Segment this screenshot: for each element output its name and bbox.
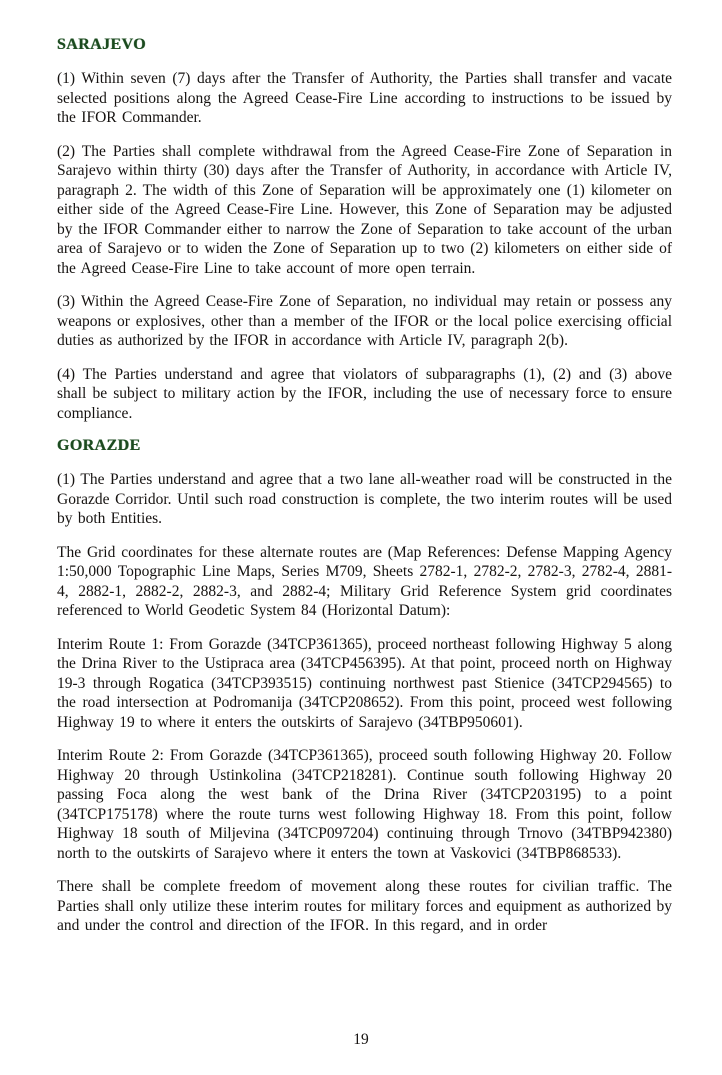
- section-gorazde: [57, 437, 672, 936]
- section-sarajevo: [57, 36, 672, 423]
- sarajevo-paragraph-2: (2) The Parties shall complete withdrawal from the Agreed Cease-Fire Zone of Separation in Sarajevo within thirty (30) days after the Transfer of Authority, in accordance with Article IV, paragraph 2. The width of this Zone of Separation will be approximately one (1) kilometer on either side of the Agreed Cease-Fire Line. However, this Zone of Separation may be adjusted by the IFOR Commander either to narrow the Zone of Separation to take account of the urban area of Sarajevo or to widen the Zone of Separation up to two (2) kilometers on either side of the Agreed Cease-Fire Line to take account of more open terrain.: [57, 142, 672, 277]
- gorazde-paragraph-grid-coordinates: The Grid coordinates for these alternate routes are (Map References: Defense Mapping Agency 1:50,000 Topographic Line Maps, Series M709, Sheets 2782-1, 2782-2, 2782-3, 2782-4, 2881-4, 2882-1, 2882-2, 2882-3, and 2882-4; Military Grid Reference System grid coordinates referenced to World Geodetic System 84 (Horizontal Datum):: [57, 543, 672, 619]
- section-heading-gorazde: GORAZDE: [57, 437, 141, 454]
- sarajevo-paragraph-3: (3) Within the Agreed Cease-Fire Zone of Separation, no individual may retain or possess any weapons or explosives, other than a member of the IFOR or the local police exercising official duties as authorized by the IFOR in accordance with Article IV, paragraph 2(b).: [57, 293, 672, 349]
- gorazde-paragraph-interim-route-1: Interim Route 1: From Gorazde (34TCP361365), proceed northeast following Highway 5 along the Drina River to the Ustipraca area (34TCP456395). At that point, proceed north on Highway 19-3 through Rogatica (34TCP393515) continuing northwest past Stienice (34TCP294565) to the road intersection at Podromanija (34TCP208652). From this point, proceed west following Highway 19 to where it enters the outskirts of Sarajevo (34TBP950601).: [57, 635, 672, 731]
- section-heading-sarajevo: SARAJEVO: [57, 36, 147, 53]
- gorazde-paragraph-interim-route-2: Interim Route 2: From Gorazde (34TCP361365), proceed south following Highway 20. Follow Highway 20 through Ustinkolina (34TCP218281). Continue south following Highway 20 passing Foca along the west bank of the Drina River (34TCP203195) to a point (34TCP175178) where the route turns west following Highway 18. From this point, follow Highway 18 south of Miljevina (34TCP097204) continuing through Trnovo (34TBP942380) north to the outskirts of Sarajevo where it enters the town at Vaskovici (34TBP868533).: [57, 747, 672, 862]
- gorazde-paragraph-freedom-of-movement: There shall be complete freedom of movement along these routes for civilian traffic. The Parties shall only utilize these interim routes for military forces and equipment as authorized by and under the control and direction of the IFOR. In this regard, and in order: [57, 878, 672, 934]
- page-number: 19: [353, 1031, 369, 1048]
- sarajevo-paragraph-1: (1) Within seven (7) days after the Transfer of Authority, the Parties shall transfer and vacate selected positions along the Agreed Cease-Fire Line according to instructions to be issued by the IFOR Commander.: [57, 70, 672, 126]
- gorazde-paragraph-1: (1) The Parties understand and agree that a two lane all-weather road will be constructed in the Gorazde Corridor. Until such road construction is complete, the two interim routes will be used by both Entities.: [57, 471, 672, 527]
- sarajevo-paragraph-4: (4) The Parties understand and agree that violators of subparagraphs (1), (2) and (3) above shall be subject to military action by the IFOR, including the use of necessary force to ensure compliance.: [57, 365, 672, 422]
